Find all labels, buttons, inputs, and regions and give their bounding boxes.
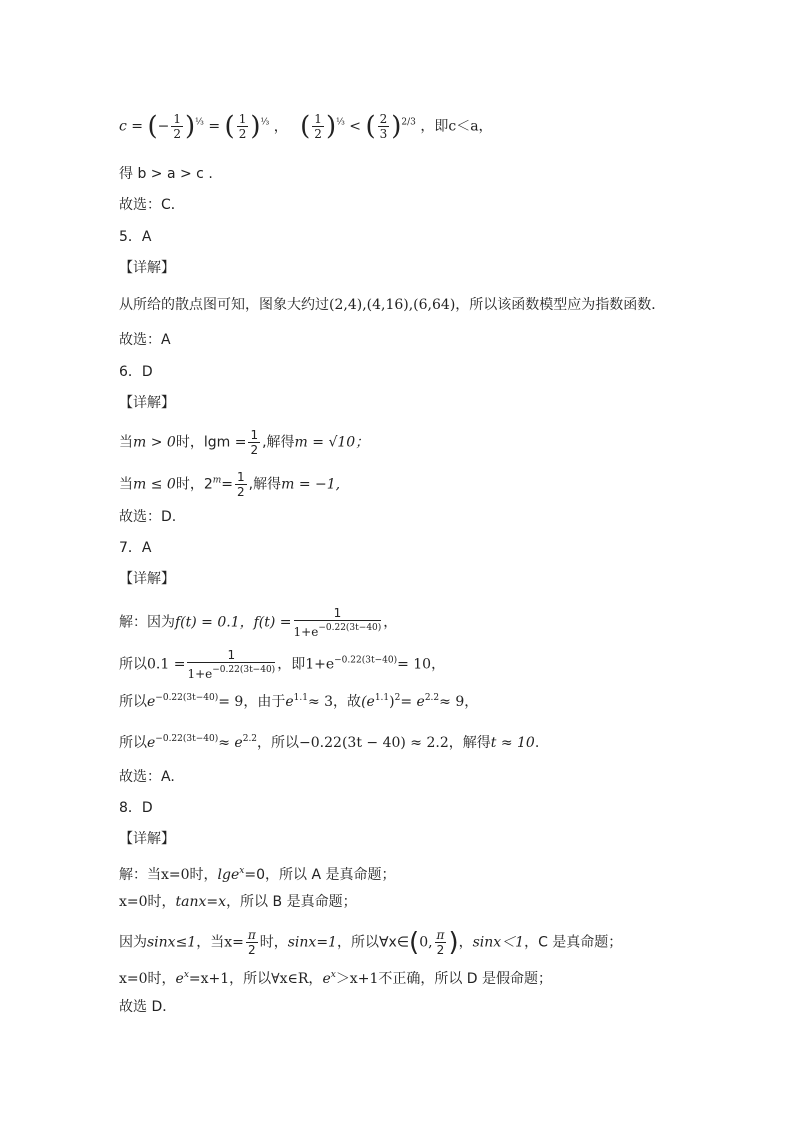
- question-6-answer: 6．D: [119, 364, 153, 380]
- line-option-d: x=0时，$e^x=x+1$，所以∀x∈R，$e^x>x+1$不正确，所以 D 是假命题；: [119, 970, 553, 987]
- fraction-logistic-2: $\frac{1}{1+e^{-0.22(3t-40)}}$: [187, 648, 276, 681]
- question-8-answer: 8．D: [119, 800, 153, 816]
- fraction-pi-half-2: $\frac{\pi}{2}$: [436, 928, 445, 957]
- answer-line-a: 故选：A: [119, 332, 171, 348]
- line-conclusion-order: 得 b > a > c .: [119, 166, 213, 182]
- eq-sign: =: [208, 118, 221, 135]
- fraction-half: $\frac{1}{2}$: [173, 112, 182, 141]
- detail-heading-8: 【详解】: [119, 831, 175, 847]
- exponent-third: ⅓: [195, 117, 204, 128]
- answer-line-c: 故选：C．: [119, 197, 185, 213]
- lt-sign: <: [349, 118, 362, 135]
- line-logistic-given: 解：因为f(t) = 0.1，f(t) = $\frac{1}{1+e^{-0.22(3t-40)}}$ ，: [119, 606, 398, 639]
- line-exp-nine: 所以$e^{-0.22(3t-40)}= 9$，由于$e^{1.1}\approx 3$，故$(e^{1.1})^2= e^{2.2}\approx 9$，: [119, 693, 479, 710]
- fraction-pi-half: $\frac{\pi}{2}$: [247, 928, 256, 957]
- detail-heading-6: 【详解】: [119, 395, 175, 411]
- neg-sign: −: [157, 118, 170, 135]
- fraction-half-lg: $\frac{1}{2}$: [250, 428, 259, 457]
- question-7-answer: 7．A: [119, 540, 152, 556]
- fraction-logistic: $\frac{1}{1+e^{-0.22(3t-40)}}$: [293, 606, 382, 639]
- detail-heading-5: 【详解】: [119, 260, 175, 276]
- expr-c-eq: c =: [119, 118, 144, 135]
- points-list: (2,4),(4,16),(6,64): [329, 297, 456, 313]
- paren-open: (: [147, 111, 158, 142]
- line-scatter-explanation: 从所给的散点图可知，图象大约过(2,4),(4,16),(6,64)，所以该函数模型应为指数函数．: [119, 297, 666, 313]
- line-option-a: 解：当x=0时，lge$^x$=0，所以 A 是真命题；: [119, 866, 396, 883]
- fraction-half-pow: $\frac{1}{2}$: [237, 470, 245, 499]
- fraction-half-3: $\frac{1}{2}$: [314, 112, 322, 141]
- answer-line-d-2: 故选 D．: [119, 999, 177, 1015]
- detail-heading-7: 【详解】: [119, 571, 175, 587]
- question-5-answer: 5．A: [119, 229, 152, 245]
- exponent-two-thirds: 2/3: [401, 117, 416, 128]
- line-m-positive: 当m > 0时，lgm = $\frac{1}{2}$ ,解得m = √10；: [119, 428, 370, 457]
- answer-line-a-2: 故选：A.: [119, 769, 175, 785]
- fraction-two-thirds: $\frac{2}{3}$: [379, 112, 388, 141]
- paren-close: ): [185, 111, 196, 142]
- line-c-comparison: c = (− $\frac{1}{2}$ )$^{\frac{1}{3}}$ = ( $\frac{1}{2}$ )$^{\frac{1}{3}}$ ， ( $\frac{1}{2}$ )$^{\frac{1}{3}}$ < ( $\frac{2}{3}$ )$^{2/3}$ ，即c＜a，: [119, 111, 493, 142]
- answer-line-d: 故选：D.: [119, 509, 177, 525]
- fraction-half-2: $\frac{1}{2}$: [238, 112, 247, 141]
- line-m-nonpositive: 当m ≤ 0时，$2^m=$ $\frac{1}{2}$ ,解得m = −1,: [119, 470, 341, 499]
- line-option-c: 因为sinx≤1，当x= $\frac{\pi}{2}$ 时，sinx=1，所以∀x∈(0, $\frac{\pi}{2}$ )，sinx＜1，C 是真命题；: [119, 927, 623, 958]
- line-logistic-solve: 所以0.1 = $\frac{1}{1+e^{-0.22(3t-40)}}$ ，即$1+e^{-0.22(3t-40)}= 10$，: [119, 648, 446, 681]
- line-option-b: x=0时，tanx=x，所以 B 是真命题；: [119, 894, 357, 910]
- text-c-lt-a: ，即c＜a，: [420, 118, 493, 135]
- line-solve-t: 所以$e^{-0.22(3t-40)}\approx e^{2.2}$，所以−0.22(3t − 40) ≈ 2.2，解得t ≈ 10.: [119, 734, 540, 751]
